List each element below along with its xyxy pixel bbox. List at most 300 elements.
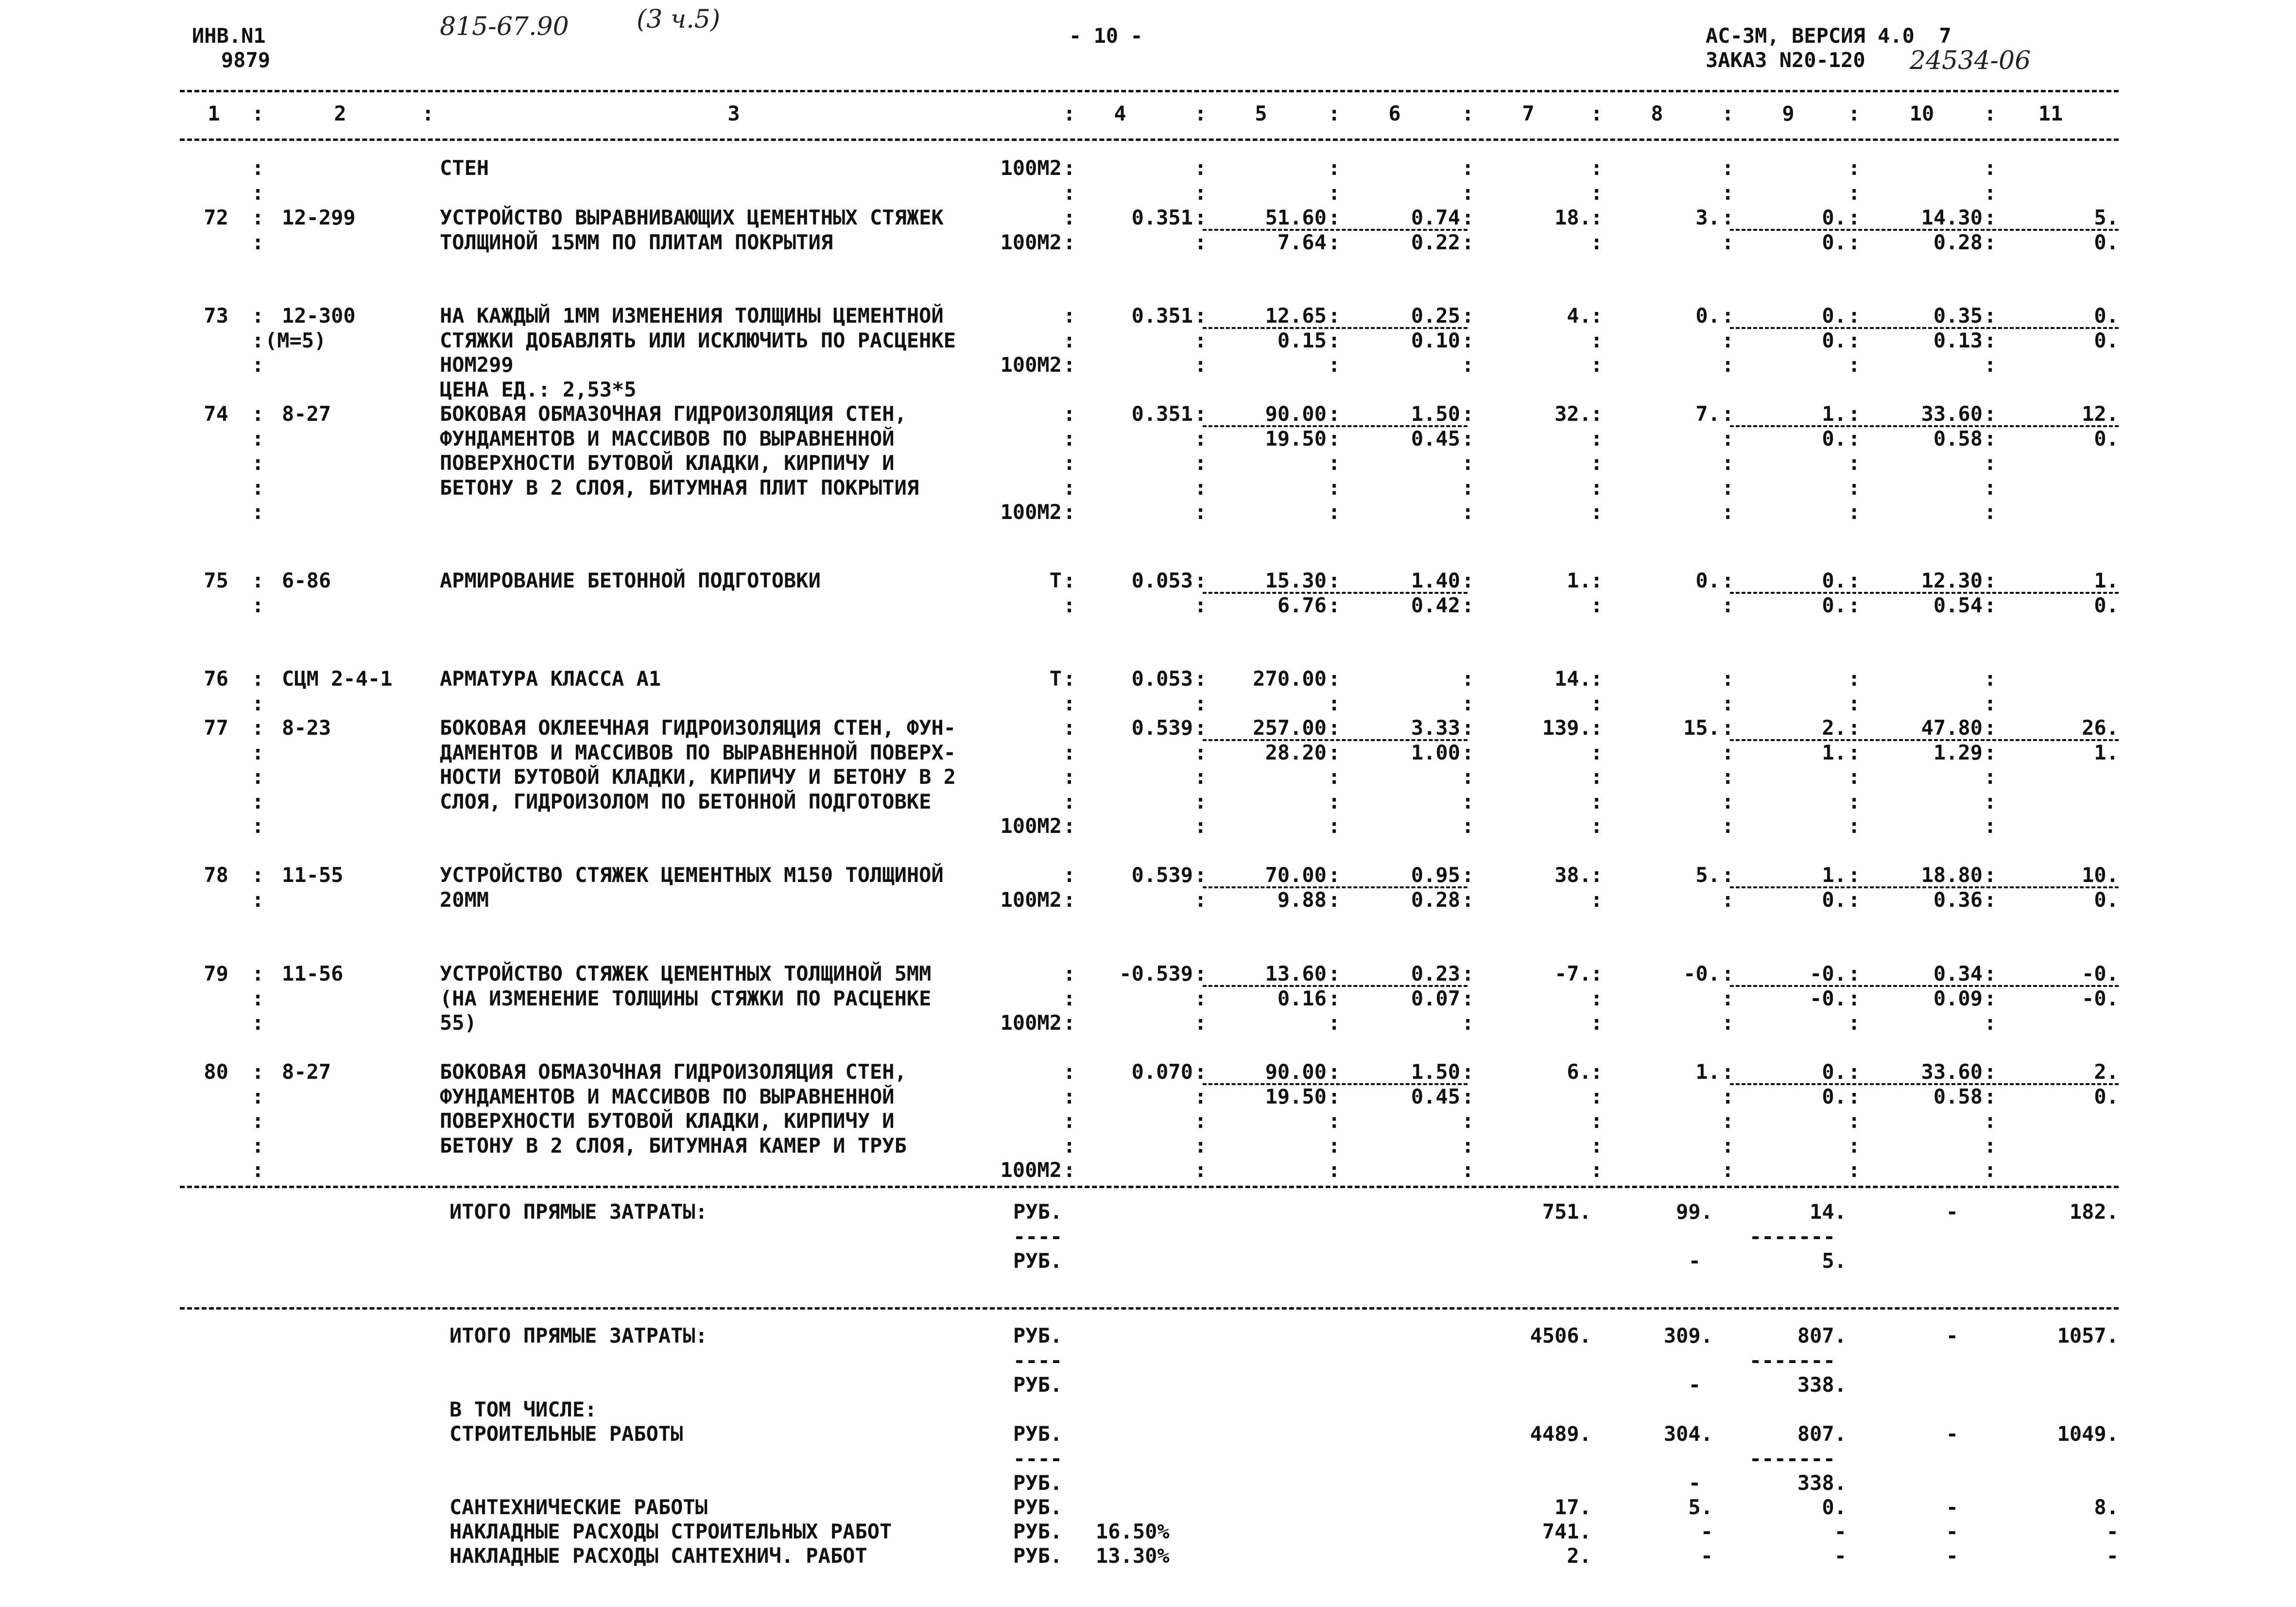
row-code-modifier: (М=5) xyxy=(265,328,327,352)
column-separator: : xyxy=(252,962,264,985)
column-separator: : xyxy=(1328,1084,1341,1108)
column-separator: : xyxy=(1984,180,1997,205)
column-separator: : xyxy=(1590,451,1603,475)
column-separator: : xyxy=(1063,814,1076,838)
column-separator: : xyxy=(1328,102,1341,125)
column-separator: : xyxy=(1462,765,1474,789)
column-separator: : xyxy=(1462,500,1474,524)
row-c10-sub: 0.58 xyxy=(1933,1084,1983,1108)
column-separator: : xyxy=(1063,353,1076,377)
row-line-number: 74 xyxy=(204,402,228,426)
overhead1-c9: - xyxy=(1834,1520,1847,1543)
column-separator: : xyxy=(1590,716,1603,740)
column-separator: : xyxy=(1590,1011,1603,1035)
row-code: 12-300 xyxy=(282,304,356,328)
column-separator: : xyxy=(1462,353,1474,377)
column-separator: : xyxy=(252,1133,264,1158)
column-separator: : xyxy=(1328,353,1341,377)
row-description: ПОВЕРХНОСТИ БУТОВОЙ КЛАДКИ, КИРПИЧУ И xyxy=(440,451,895,475)
c9-dash: ------- xyxy=(1749,1224,1836,1248)
row-c7: -7. xyxy=(1554,962,1591,985)
column-separator: : xyxy=(1328,962,1341,985)
column-separator: : xyxy=(1590,569,1603,592)
column-separator: : xyxy=(1848,402,1861,426)
row-c7: 4. xyxy=(1567,304,1591,328)
row-c10-main: 33.60 xyxy=(1921,1060,1983,1084)
column-separator: : xyxy=(1848,1158,1861,1182)
row-c11-main: 2. xyxy=(2094,1060,2119,1084)
row-unit: 100М2 xyxy=(1000,353,1062,377)
overhead1-c11: - xyxy=(2106,1520,2119,1543)
row-c11-sub: 1. xyxy=(2094,740,2119,764)
row-quantity: 0.351 xyxy=(1131,402,1193,426)
column-separator: : xyxy=(1984,102,1997,125)
row-description: НА КАЖДЫЙ 1ММ ИЗМЕНЕНИЯ ТОЛЩИНЫ ЦЕМЕНТНОЙ xyxy=(440,304,944,328)
column-separator: : xyxy=(1462,740,1474,764)
row-c11-sub: 0. xyxy=(2094,593,2119,617)
row-description: СТЯЖКИ ДОБАВЛЯТЬ ИЛИ ИСКЛЮЧИТЬ ПО РАСЦЕНКЕ xyxy=(440,328,956,352)
column-separator: : xyxy=(1462,814,1474,838)
column-separator: : xyxy=(1462,1133,1474,1158)
row-c8: -0. xyxy=(1683,962,1720,985)
row-c9-main: 1. xyxy=(1822,863,1847,887)
row-c6-main: 0.95 xyxy=(1411,863,1460,887)
column-separator: : xyxy=(1984,569,1997,592)
row-description: (НА ИЗМЕНЕНИЕ ТОЛЩИНЫ СТЯЖКИ ПО РАСЦЕНКЕ xyxy=(440,986,932,1010)
column-separator: : xyxy=(1328,230,1341,254)
row-c5-sub: 19.50 xyxy=(1265,426,1327,450)
construction-sub-c8: - xyxy=(1688,1471,1701,1495)
column-separator: : xyxy=(1462,426,1474,450)
column-separator: : xyxy=(1194,691,1207,715)
column-separator: : xyxy=(1194,1060,1207,1084)
column-separator: : xyxy=(1063,1011,1076,1035)
column-separator: : xyxy=(1722,353,1734,377)
row-code: 8-23 xyxy=(282,716,331,740)
row-description: ТОЛЩИНОЙ 15ММ ПО ПЛИТАМ ПОКРЫТИЯ xyxy=(440,230,833,254)
column-separator: : xyxy=(252,887,264,912)
column-separator: : xyxy=(252,986,264,1010)
column-separator: : xyxy=(1984,765,1997,789)
column-separator: : xyxy=(1194,1158,1207,1182)
row-c6-main: 0.23 xyxy=(1411,962,1460,985)
row-subrule xyxy=(1730,886,2119,888)
column-separator: : xyxy=(1328,1060,1341,1084)
overhead2-c9: - xyxy=(1834,1544,1847,1568)
row-description: ПОВЕРХНОСТИ БУТОВОЙ КЛАДКИ, КИРПИЧУ И xyxy=(440,1109,895,1133)
sanitary-c10: - xyxy=(1946,1495,1958,1519)
column-separator: : xyxy=(1063,1084,1076,1108)
column-separator: : xyxy=(1194,475,1207,500)
column-separator: : xyxy=(1722,593,1734,617)
row-c9-sub: 0. xyxy=(1822,593,1847,617)
column-separator: : xyxy=(1328,475,1341,500)
row-c6-main: 0.74 xyxy=(1411,206,1460,229)
row-c5-sub: 7.64 xyxy=(1277,230,1327,254)
column-separator: : xyxy=(1984,475,1997,500)
column-separator: : xyxy=(1984,304,1997,328)
row-c5-main: 257.00 xyxy=(1253,716,1327,740)
column-separator: : xyxy=(1063,863,1076,887)
column-separator: : xyxy=(1328,500,1341,524)
column-separator: : xyxy=(1722,451,1734,475)
row-c5-main: 70.00 xyxy=(1265,863,1327,887)
column-separator: : xyxy=(1590,691,1603,715)
construction-c8: 304. xyxy=(1663,1422,1713,1446)
row-subrule xyxy=(1730,592,2119,594)
total1-sub-unit: РУБ. xyxy=(1013,1249,1063,1273)
total2-c8: 309. xyxy=(1663,1324,1713,1348)
construction-c10: - xyxy=(1946,1422,1958,1446)
row-line-number: 72 xyxy=(204,206,228,229)
column-number: 4 xyxy=(1114,102,1126,125)
column-separator: : xyxy=(1848,814,1861,838)
row-c10-sub: 0.09 xyxy=(1933,986,1983,1010)
row-c6-main: 1.50 xyxy=(1411,1060,1460,1084)
overhead1-c10: - xyxy=(1946,1520,1958,1543)
column-separator: : xyxy=(1722,328,1734,352)
row-c6-sub: 1.00 xyxy=(1411,740,1460,764)
row-c5-sub: 9.88 xyxy=(1277,887,1327,912)
column-separator: : xyxy=(1328,206,1341,229)
row-c11-main: 26. xyxy=(2082,716,2119,740)
column-separator: : xyxy=(1194,451,1207,475)
column-separator: : xyxy=(1328,986,1341,1010)
column-separator: : xyxy=(1328,887,1341,912)
row-c10-main: 47.80 xyxy=(1921,716,1983,740)
column-separator: : xyxy=(252,1060,264,1084)
row-c7: 18. xyxy=(1554,206,1591,229)
column-separator: : xyxy=(1063,206,1076,229)
column-separator: : xyxy=(252,765,264,789)
row-unit: 100М2 xyxy=(1000,887,1062,912)
construction-unit: РУБ. xyxy=(1013,1422,1063,1446)
total1-unit: РУБ. xyxy=(1013,1200,1063,1224)
row-c6-sub: 0.10 xyxy=(1411,328,1460,352)
column-separator: : xyxy=(1590,426,1603,450)
column-separator: : xyxy=(252,667,264,691)
column-separator: : xyxy=(1194,765,1207,789)
row-c5-main: 90.00 xyxy=(1265,402,1327,426)
row-c11-sub: 0. xyxy=(2094,887,2119,912)
column-separator: : xyxy=(1722,102,1734,125)
row-c6-sub: 0.42 xyxy=(1411,593,1460,617)
column-separator: : xyxy=(1722,230,1734,254)
row-description: 20ММ xyxy=(440,887,489,912)
column-separator: : xyxy=(1462,102,1474,125)
column-separator: : xyxy=(1328,863,1341,887)
total2-label: ИТОГО ПРЯМЫЕ ЗАТРАТЫ: xyxy=(449,1324,708,1348)
column-separator: : xyxy=(1462,667,1474,691)
column-number: 9 xyxy=(1782,102,1795,125)
column-separator: : xyxy=(1984,986,1997,1010)
row-quantity: 0.539 xyxy=(1131,863,1193,887)
row-c5-sub: 19.50 xyxy=(1265,1084,1327,1108)
part-note: (3 ч.5) xyxy=(637,5,721,34)
column-separator: : xyxy=(1063,328,1076,352)
column-separator: : xyxy=(1063,156,1076,180)
column-number: 8 xyxy=(1651,102,1663,125)
row-c8: 5. xyxy=(1695,863,1720,887)
column-separator: : xyxy=(1063,180,1076,205)
row-subrule xyxy=(1203,327,1467,329)
column-separator: : xyxy=(1063,691,1076,715)
column-separator: : xyxy=(1590,986,1603,1010)
total2-c9: 807. xyxy=(1797,1324,1847,1348)
row-c11-main: 12. xyxy=(2082,402,2119,426)
row-c9-sub: 0. xyxy=(1822,230,1847,254)
row-c9-main: 1. xyxy=(1822,402,1847,426)
column-separator: : xyxy=(1722,814,1734,838)
column-separator: : xyxy=(1063,500,1076,524)
row-code: 12-299 xyxy=(282,206,356,229)
overhead1-percent: 16.50% xyxy=(1096,1520,1170,1543)
total2-c7: 4506. xyxy=(1530,1324,1591,1348)
row-c10-main: 14.30 xyxy=(1921,206,1983,229)
column-separator: : xyxy=(1063,230,1076,254)
column-separator: : xyxy=(1590,593,1603,617)
row-description: ФУНДАМЕНТОВ И МАССИВОВ ПО ВЫРАВНЕННОЙ xyxy=(440,1084,895,1108)
row-description: АРМИРОВАНИЕ БЕТОННОЙ ПОДГОТОВКИ xyxy=(440,569,821,592)
row-line-number: 79 xyxy=(204,962,228,985)
section-rule xyxy=(180,1307,2119,1310)
construction-sub-c9: 338. xyxy=(1797,1471,1847,1495)
row-subrule xyxy=(1203,229,1467,231)
column-separator: : xyxy=(1590,475,1603,500)
column-separator: : xyxy=(1063,740,1076,764)
row-code: 6-86 xyxy=(282,569,331,592)
column-separator: : xyxy=(1063,789,1076,813)
column-separator: : xyxy=(1462,328,1474,352)
column-separator: : xyxy=(1194,180,1207,205)
row-code: 11-55 xyxy=(282,863,344,887)
column-separator: : xyxy=(1984,716,1997,740)
inventory-number: 9879 xyxy=(221,48,271,72)
column-separator: : xyxy=(1722,716,1734,740)
column-separator: : xyxy=(1590,328,1603,352)
column-separator: : xyxy=(1063,451,1076,475)
row-description: НОСТИ БУТОВОЙ КЛАДКИ, КИРПИЧУ И БЕТОНУ В 2 xyxy=(440,765,956,789)
row-subrule xyxy=(1203,592,1467,594)
row-c9-main: 0. xyxy=(1822,304,1847,328)
column-separator: : xyxy=(1722,887,1734,912)
column-separator: : xyxy=(252,230,264,254)
column-separator: : xyxy=(1848,1084,1861,1108)
row-unit: Т xyxy=(1049,667,1062,691)
column-separator: : xyxy=(252,475,264,500)
column-separator: : xyxy=(1063,1109,1076,1133)
column-separator: : xyxy=(1063,304,1076,328)
column-separator: : xyxy=(1462,593,1474,617)
column-separator: : xyxy=(252,1158,264,1182)
row-c7: 32. xyxy=(1554,402,1591,426)
total2-c10: - xyxy=(1946,1324,1958,1348)
column-separator: : xyxy=(1984,1158,1997,1182)
column-separator: : xyxy=(1063,1060,1076,1084)
column-separator: : xyxy=(1063,569,1076,592)
row-c6-sub: 0.07 xyxy=(1411,986,1460,1010)
column-separator: : xyxy=(1462,569,1474,592)
row-c6-sub: 0.28 xyxy=(1411,887,1460,912)
row-unit: 100М2 xyxy=(1000,1158,1062,1182)
row-c8: 3. xyxy=(1695,206,1720,229)
column-separator: : xyxy=(1194,402,1207,426)
column-separator: : xyxy=(1194,102,1207,125)
row-line-number: 77 xyxy=(204,716,228,740)
column-separator: : xyxy=(1328,156,1341,180)
row-c11-main: 1. xyxy=(2094,569,2119,592)
column-separator: : xyxy=(1328,716,1341,740)
inventory-label: ИНВ.N1 xyxy=(192,24,266,48)
row-c11-main: -0. xyxy=(2082,962,2119,985)
column-separator: : xyxy=(1848,180,1861,205)
row-description: БОКОВАЯ ОКЛЕЕЧНАЯ ГИДРОИЗОЛЯЦИЯ СТЕН, ФУН- xyxy=(440,716,956,740)
column-separator: : xyxy=(1722,1133,1734,1158)
column-separator: : xyxy=(1590,1109,1603,1133)
row-c10-sub: 0.36 xyxy=(1933,887,1983,912)
column-separator: : xyxy=(1194,962,1207,985)
column-separator: : xyxy=(1848,304,1861,328)
row-c10-sub: 1.29 xyxy=(1933,740,1983,764)
column-separator: : xyxy=(1462,475,1474,500)
row-c8: 0. xyxy=(1695,304,1720,328)
row-description: УСТРОЙСТВО СТЯЖЕК ЦЕМЕНТНЫХ М150 ТОЛЩИНОЙ xyxy=(440,863,944,887)
row-unit: Т xyxy=(1049,569,1062,592)
column-separator: : xyxy=(1462,691,1474,715)
column-separator: : xyxy=(252,206,264,229)
column-separator: : xyxy=(1722,1158,1734,1182)
column-separator: : xyxy=(1194,1011,1207,1035)
column-separator: : xyxy=(1848,716,1861,740)
column-separator: : xyxy=(252,691,264,715)
row-c8: 15. xyxy=(1683,716,1720,740)
row-c5-sub: 0.15 xyxy=(1277,328,1327,352)
row-c11-main: 5. xyxy=(2094,206,2119,229)
row-c9-main: 0. xyxy=(1822,206,1847,229)
column-separator: : xyxy=(1063,426,1076,450)
row-c7: 14. xyxy=(1554,667,1591,691)
column-number: 5 xyxy=(1255,102,1267,125)
column-separator: : xyxy=(1328,451,1341,475)
row-c11-sub: 0. xyxy=(2094,1084,2119,1108)
row-subrule xyxy=(1730,327,2119,329)
row-c10-main: 18.80 xyxy=(1921,863,1983,887)
total2-sub-c9: 338. xyxy=(1797,1373,1847,1397)
row-c6-main: 1.50 xyxy=(1411,402,1460,426)
row-c6-sub: 0.45 xyxy=(1411,426,1460,450)
column-separator: : xyxy=(1984,814,1997,838)
column-separator: : xyxy=(252,863,264,887)
column-separator: : xyxy=(1462,1109,1474,1133)
column-separator: : xyxy=(1194,814,1207,838)
column-number: 10 xyxy=(1909,102,1934,125)
column-separator: : xyxy=(1722,304,1734,328)
row-unit: 100М2 xyxy=(1000,500,1062,524)
column-separator: : xyxy=(1328,180,1341,205)
column-separator: : xyxy=(1984,402,1997,426)
row-description: УСТРОЙСТВО ВЫРАВНИВАЮЩИХ ЦЕМЕНТНЫХ СТЯЖЕК xyxy=(440,206,944,229)
row-c10-main: 33.60 xyxy=(1921,402,1983,426)
column-separator: : xyxy=(1462,1060,1474,1084)
column-separator: : xyxy=(1984,500,1997,524)
column-separator: : xyxy=(1590,156,1603,180)
column-separator: : xyxy=(1722,180,1734,205)
column-separator: : xyxy=(252,593,264,617)
column-separator: : xyxy=(1590,814,1603,838)
header-rule xyxy=(180,138,2119,141)
column-number: 7 xyxy=(1522,102,1535,125)
column-separator: : xyxy=(1722,863,1734,887)
row-quantity: 0.351 xyxy=(1131,304,1193,328)
column-separator: : xyxy=(1984,740,1997,764)
row-c11-sub: 0. xyxy=(2094,426,2119,450)
column-separator: : xyxy=(1848,1133,1861,1158)
column-separator: : xyxy=(1984,1109,1997,1133)
column-separator: : xyxy=(252,740,264,764)
sanitary-c7: 17. xyxy=(1554,1495,1591,1519)
row-c11-main: 0. xyxy=(2094,304,2119,328)
column-separator: : xyxy=(252,500,264,524)
column-separator: : xyxy=(1328,593,1341,617)
column-separator: : xyxy=(1462,789,1474,813)
column-separator: : xyxy=(1848,206,1861,229)
column-separator: : xyxy=(1848,863,1861,887)
column-separator: : xyxy=(1722,500,1734,524)
column-separator: : xyxy=(1722,1084,1734,1108)
column-number: 11 xyxy=(2038,102,2063,125)
column-separator: : xyxy=(1063,475,1076,500)
row-c6-main: 0.25 xyxy=(1411,304,1460,328)
row-description: БОКОВАЯ ОБМАЗОЧНАЯ ГИДРОИЗОЛЯЦИЯ СТЕН, xyxy=(440,1060,907,1084)
column-separator: : xyxy=(1063,765,1076,789)
column-separator: : xyxy=(1848,1109,1861,1133)
row-c6-sub: 0.45 xyxy=(1411,1084,1460,1108)
column-separator: : xyxy=(1194,426,1207,450)
top-rule xyxy=(180,90,2119,92)
column-separator: : xyxy=(1722,402,1734,426)
row-line-number: 75 xyxy=(204,569,228,592)
column-separator: : xyxy=(1194,206,1207,229)
row-c11-sub: 0. xyxy=(2094,328,2119,352)
row-c5-sub: 0.16 xyxy=(1277,986,1327,1010)
column-separator: : xyxy=(252,814,264,838)
column-separator: : xyxy=(1984,667,1997,691)
row-description: ФУНДАМЕНТОВ И МАССИВОВ ПО ВЫРАВНЕННОЙ xyxy=(440,426,895,450)
total2-unit: РУБ. xyxy=(1013,1324,1063,1348)
row-c9-main: 0. xyxy=(1822,569,1847,592)
total2-sub-unit: РУБ. xyxy=(1013,1373,1063,1397)
overhead2-c8: - xyxy=(1700,1544,1713,1568)
column-separator: : xyxy=(1984,1011,1997,1035)
construction-sub-unit: РУБ. xyxy=(1013,1471,1063,1495)
total1-c10: - xyxy=(1946,1200,1958,1224)
order-handwritten: 24534-06 xyxy=(1910,46,2031,75)
column-separator: : xyxy=(1590,740,1603,764)
row-c5-main: 270.00 xyxy=(1253,667,1327,691)
row-unit: 100М2 xyxy=(1000,1011,1062,1035)
column-separator: : xyxy=(1848,569,1861,592)
column-separator: : xyxy=(1590,789,1603,813)
column-separator: : xyxy=(1848,328,1861,352)
row-line-number: 80 xyxy=(204,1060,228,1084)
column-separator: : xyxy=(1194,667,1207,691)
column-separator: : xyxy=(1722,789,1734,813)
row-c8: 0. xyxy=(1695,569,1720,592)
row-c10-main: 12.30 xyxy=(1921,569,1983,592)
column-separator: : xyxy=(1722,426,1734,450)
row-description: НОМ299 xyxy=(440,353,514,377)
column-separator: : xyxy=(1848,353,1861,377)
